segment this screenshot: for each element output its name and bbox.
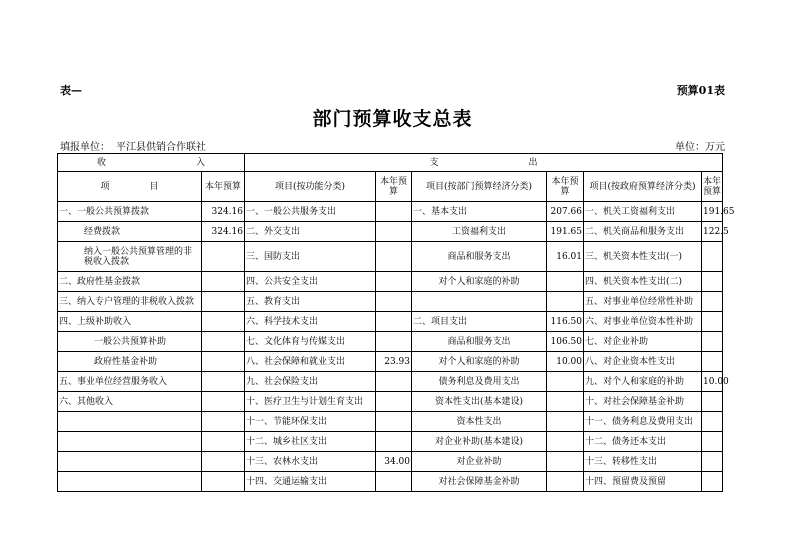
- table-row: [58, 312, 723, 332]
- income-amount: [202, 272, 245, 292]
- gov-item: 三、机关资本性支出(一): [584, 242, 702, 272]
- gov-item: 八、对企业资本性支出: [584, 352, 702, 372]
- func-item: 四、公共安全支出: [245, 272, 376, 292]
- func-amount: [376, 272, 412, 292]
- table-row: [58, 392, 723, 412]
- income-item: 五、事业单位经营服务收入: [58, 372, 202, 392]
- table-row: [58, 452, 723, 472]
- income-amount: [202, 372, 245, 392]
- func-amount: 23.93: [376, 352, 412, 372]
- form-label: 表—: [60, 84, 82, 97]
- income-item: [58, 472, 202, 492]
- gov-amount: [702, 272, 723, 292]
- gov-item: 十、对社会保障基金补助: [584, 392, 702, 412]
- income-item: 一般公共预算补助: [58, 332, 202, 352]
- gov-amount: [702, 332, 723, 352]
- gov-amount: 10.00: [702, 372, 723, 392]
- func-amount: [376, 202, 412, 222]
- func-item: 一、一般公共服务支出: [245, 202, 376, 222]
- func-amount: [376, 472, 412, 492]
- income-item: 三、纳入专户管理的非税收入拨款: [58, 292, 202, 312]
- func-item: 九、社会保险支出: [245, 372, 376, 392]
- income-amount: [202, 242, 245, 272]
- gov-econ-header: 项目(按政府预算经济分类): [584, 172, 702, 202]
- table-row: [58, 272, 723, 292]
- income-amount: 324.16: [202, 222, 245, 242]
- func-amount: [376, 392, 412, 412]
- header-row-columns: [58, 172, 723, 202]
- expense-group-header: 支 出: [245, 154, 723, 172]
- dept-amount: [547, 272, 584, 292]
- func-amount: [376, 222, 412, 242]
- func-amount: [376, 372, 412, 392]
- item-header: 项 目: [58, 172, 202, 202]
- gov-amount: [702, 452, 723, 472]
- income-amount: [202, 472, 245, 492]
- income-amount: [202, 292, 245, 312]
- dept-item: 一、基本支出: [412, 202, 547, 222]
- func-item: 六、科学技术支出: [245, 312, 376, 332]
- income-item: 纳入一般公共预算管理的非税收入拨款: [58, 242, 202, 272]
- func-item: 十三、农林水支出: [245, 452, 376, 472]
- table-row: [58, 292, 723, 312]
- unit-name: 平江县供销合作联社: [116, 142, 206, 153]
- dept-amount: 191.65: [547, 222, 584, 242]
- currency-unit: 单位：万元: [675, 142, 725, 153]
- gov-amount: [702, 432, 723, 452]
- table-row: [58, 412, 723, 432]
- dept-item: 资本性支出: [412, 412, 547, 432]
- gov-item: 四、机关资本性支出(二): [584, 272, 702, 292]
- dept-item: 债务利息及费用支出: [412, 372, 547, 392]
- gov-item: 十一、债务利息及费用支出: [584, 412, 702, 432]
- dept-amount: [547, 432, 584, 452]
- dept-amount: [547, 452, 584, 472]
- dept-amount: 207.66: [547, 202, 584, 222]
- income-amount: 324.16: [202, 202, 245, 222]
- table-row: [58, 352, 723, 372]
- income-item: [58, 432, 202, 452]
- dept-econ-header: 项目(按部门预算经济分类): [412, 172, 547, 202]
- gov-amount: [702, 292, 723, 312]
- dept-amount: [547, 392, 584, 412]
- income-item: 二、政府性基金拨款: [58, 272, 202, 292]
- dept-item: 对个人和家庭的补助: [412, 352, 547, 372]
- func-class-header: 项目(按功能分类): [245, 172, 376, 202]
- func-item: 八、社会保障和就业支出: [245, 352, 376, 372]
- income-amount: [202, 332, 245, 352]
- income-amount: [202, 312, 245, 332]
- func-amount: 34.00: [376, 452, 412, 472]
- income-group-header: 收 入: [58, 154, 245, 172]
- func-item: 七、文化体育与传媒支出: [245, 332, 376, 352]
- dept-item: 工资福利支出: [412, 222, 547, 242]
- func-item: 三、国防支出: [245, 242, 376, 272]
- dept-amount: [547, 292, 584, 312]
- dept-amount: [547, 472, 584, 492]
- budget-table: [57, 153, 735, 492]
- table-row: [58, 242, 723, 272]
- table-row: [58, 472, 723, 492]
- dept-amount: 10.00: [547, 352, 584, 372]
- gov-amount: 191.65: [702, 202, 723, 222]
- income-item: 四、上级补助收入: [58, 312, 202, 332]
- dept-item: 资本性支出(基本建设): [412, 392, 547, 412]
- func-item: 二、外交支出: [245, 222, 376, 242]
- gov-item: 六、对事业单位资本性补助: [584, 312, 702, 332]
- income-item: [58, 412, 202, 432]
- income-item: 一、一般公共预算拨款: [58, 202, 202, 222]
- gov-item: 十四、预留费及预留: [584, 472, 702, 492]
- table-row: [58, 222, 723, 242]
- income-amount: [202, 412, 245, 432]
- income-item: 政府性基金补助: [58, 352, 202, 372]
- func-amount: [376, 332, 412, 352]
- dept-item: 二、项目支出: [412, 312, 547, 332]
- dept-item: 对社会保障基金补助: [412, 472, 547, 492]
- income-item: 经费拨款: [58, 222, 202, 242]
- func-amount: [376, 312, 412, 332]
- dept-item: 对个人和家庭的补助: [412, 272, 547, 292]
- dept-amount: 16.01: [547, 242, 584, 272]
- income-amount: [202, 432, 245, 452]
- income-amount: [202, 452, 245, 472]
- budget-header-1: 本年预算: [202, 172, 245, 202]
- income-item: 六、其他收入: [58, 392, 202, 412]
- unit-label: 填报单位：: [60, 142, 110, 153]
- budget-header-2: 本年预算: [376, 172, 412, 202]
- func-item: 十二、城乡社区支出: [245, 432, 376, 452]
- func-amount: [376, 242, 412, 272]
- gov-amount: [702, 412, 723, 432]
- func-item: 十四、交通运输支出: [245, 472, 376, 492]
- func-item: 十、医疗卫生与计划生育支出: [245, 392, 376, 412]
- func-amount: [376, 432, 412, 452]
- gov-item: 十三、转移性支出: [584, 452, 702, 472]
- page-title: 部门预算收支总表: [312, 108, 473, 130]
- budget-header-4: 本年预算: [702, 172, 723, 202]
- budget-header-3: 本年预算: [547, 172, 584, 202]
- income-amount: [202, 352, 245, 372]
- dept-item: 对企业补助(基本建设): [412, 432, 547, 452]
- gov-amount: [702, 312, 723, 332]
- dept-item: 商品和服务支出: [412, 242, 547, 272]
- dept-amount: 106.50: [547, 332, 584, 352]
- dept-item: 商品和服务支出: [412, 332, 547, 352]
- dept-item: 对企业补助: [412, 452, 547, 472]
- gov-item: 二、机关商品和服务支出: [584, 222, 702, 242]
- func-amount: [376, 292, 412, 312]
- gov-item: 五、对事业单位经常性补助: [584, 292, 702, 312]
- gov-item: 十二、债务还本支出: [584, 432, 702, 452]
- gov-item: 九、对个人和家庭的补助: [584, 372, 702, 392]
- table-row: [58, 432, 723, 452]
- func-amount: [376, 412, 412, 432]
- income-item: [58, 452, 202, 472]
- gov-item: 七、对企业补助: [584, 332, 702, 352]
- header-row-group: [58, 154, 723, 172]
- income-amount: [202, 392, 245, 412]
- dept-amount: [547, 372, 584, 392]
- gov-amount: 122.5: [702, 222, 723, 242]
- gov-amount: [702, 352, 723, 372]
- table-row: [58, 372, 723, 392]
- form-code: 预算01表: [676, 84, 725, 97]
- gov-item: 一、机关工资福利支出: [584, 202, 702, 222]
- dept-amount: [547, 412, 584, 432]
- gov-amount: [702, 392, 723, 412]
- table-row: [58, 332, 723, 352]
- dept-amount: 116.50: [547, 312, 584, 332]
- func-item: 五、教育支出: [245, 292, 376, 312]
- gov-amount: [702, 472, 723, 492]
- table-row: [58, 202, 723, 222]
- func-item: 十一、节能环保支出: [245, 412, 376, 432]
- gov-amount: [702, 242, 723, 272]
- dept-item: [412, 292, 547, 312]
